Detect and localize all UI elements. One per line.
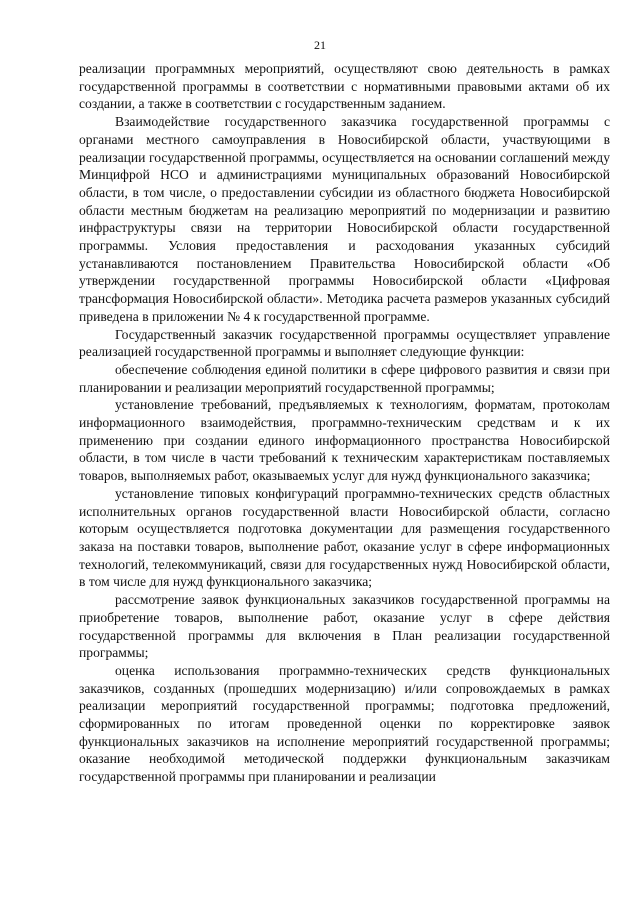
paragraph-function-requirements: установление требований, предъявляемых к технологиям, форматам, протоколам информационного взаимодействия, программно-техническим средствам и к их применению при создании единого информационного пространства Новосибирской области, в том числе в части требований к техническим характеристикам поставляемых товаров, выполняемых работ, оказываемых услуг для нужд функционального заказчика; [79,397,610,484]
page-number: 21 [314,38,326,52]
paragraph-function-unified-policy: обеспечение соблюдения единой политики в сфере цифрового развития и связи при планировании и реализации мероприятий государственной программы; [79,361,610,395]
body-text [79,60,610,786]
paragraph-function-assessment: оценка использования программно-технических средств функциональных заказчиков, созданных (прошедших модернизацию) и/или сопровождаемых в рамках реализации мероприятий государственной программы; подготовка предложений, сформированных по итогам проведенной оценки по корректировке заявок функциональных заказчиков на исполнение мероприятий государственной программы; оказание необходимой методической поддержки функциональным заказчикам государственной программы при планировании и реализации [79,662,610,785]
paragraph-function-typical-configurations: установление типовых конфигураций программно-технических средств областных исполнительных органов государственной власти Новосибирской области, согласно которым осуществляется подготовка документации для размещения государственного заказа на поставки товаров, выполнение работ, оказание услуг в сфере информационных технологий, телекоммуникаций, связи для государственных нужд Новосибирской области, в том числе для нужд функционального заказчика; [79,485,610,590]
paragraph-continuation: реализации программных мероприятий, осуществляют свою деятельность в рамках государственной программы в соответствии с нормативными правовыми актами об их создании, а также в соответствии с государственным заданием. [79,61,610,112]
paragraph-function-review-requests: рассмотрение заявок функциональных заказчиков государственной программы на приобретение товаров, выполнение работ, оказание услуг в сфере действия государственной программы для включения в План реализации государственной программы; [79,592,610,661]
paragraph-interaction-with-municipalities: Взаимодействие государственного заказчика государственной программы с органами местного самоуправления в Новосибирской области, участвующими в реализации государственной программы, осуществляется на основании соглашений между Минцифрой НСО и администрациями муниципальных образований Новосибирской области, в том числе, о предоставлении субсидии из областного бюджета Новосибирской области местным бюджетам на реализацию мероприятий по модернизации и развитию инфраструктуры связи на территории Новосибирской области государственной программы. Условия предоставления и расходования указанных субсидий устанавливаются постановлением Правительства Новосибирской области «Об утверждении государственной программы Новосибирской области «Цифровая трансформация Новосибирской области». Методика расчета размеров указанных субсидий приведена в приложении № 4 к государственной программе. [79,114,610,324]
paragraph-customer-functions-intro: Государственный заказчик государственной программы осуществляет управление реализацией государственной программы и выполняет следующие функции: [79,326,610,360]
